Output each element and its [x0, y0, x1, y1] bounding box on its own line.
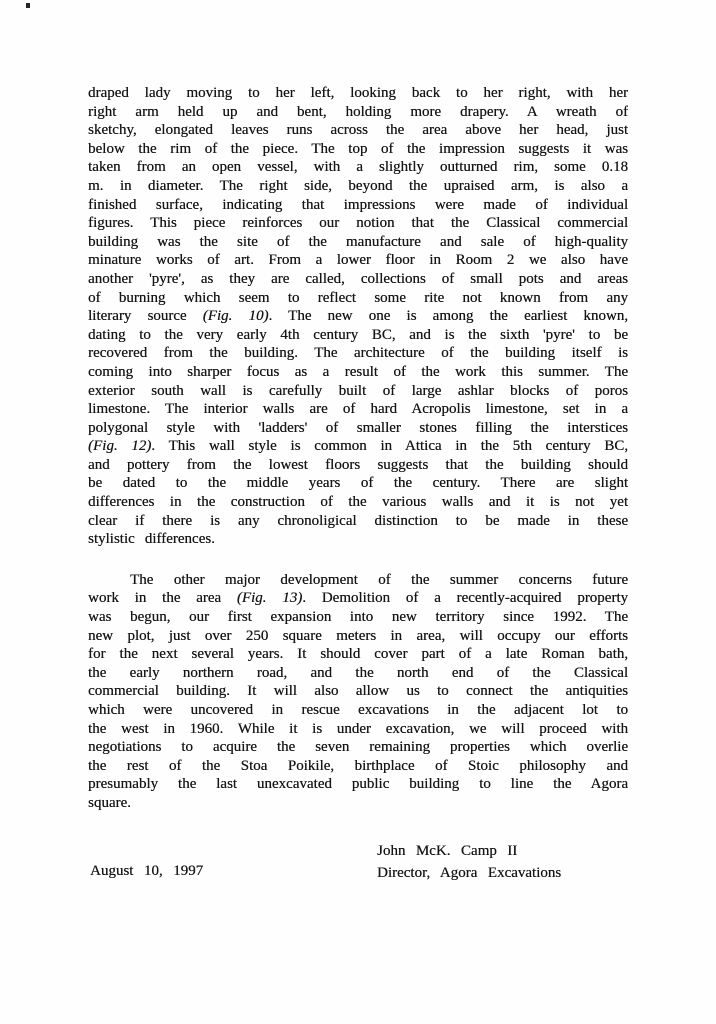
- text-line: was begun, our first expansion into new territory since 1992. The: [88, 609, 628, 626]
- text-line: clear if there is any chronoligical distinction to be made in these: [88, 512, 628, 529]
- text-line: limestone. The interior walls are of hard Acropolis limestone, set in a: [88, 401, 628, 418]
- signature-block: [377, 841, 561, 884]
- text-line: sketchy, elongated leaves runs across the area above her head, just: [88, 122, 628, 139]
- text-line: of burning which seem to reflect some rite not known from any: [88, 289, 628, 306]
- text-line: taken from an open vessel, with a slightly outturned rim, some 0.18: [88, 159, 628, 176]
- signature-title: Director, Agora Excavations: [377, 864, 562, 881]
- text-line: presumably the last unexcavated public building to line the Agora: [88, 776, 628, 793]
- text-line: new plot, just over 250 square meters in area, will occupy our efforts: [88, 627, 628, 644]
- text-line: commercial building. It will also allow us to connect the antiquities: [88, 683, 628, 700]
- text-line: minature works of art. From a lower floor in Room 2 we also have: [88, 252, 628, 269]
- text-line: dating to the very early 4th century BC, and is the sixth 'pyre' to be: [88, 326, 628, 343]
- text-line: literary source (Fig. 10). The new one is among the earliest known,: [88, 308, 628, 325]
- text-line: recovered from the building. The architecture of the building itself is: [88, 345, 628, 362]
- text-line: differences in the construction of the various walls and it is not yet: [88, 494, 628, 511]
- text-line: building was the site of the manufacture and sale of high-quality: [88, 233, 628, 250]
- text-line: The other major development of the summer concerns future: [130, 571, 628, 588]
- text-line: draped lady moving to her left, looking back to her right, with her: [88, 85, 628, 101]
- signature-name: John McK. Camp II: [377, 843, 518, 859]
- text-line: and pottery from the lowest floors suggests that the building should: [88, 456, 628, 473]
- text-line: coming into sharper focus as a result of the work this summer. The: [88, 363, 628, 380]
- text-line: for the next several years. It should cover part of a late Roman bath,: [88, 646, 628, 663]
- paragraph: [88, 84, 628, 549]
- letter-date: August 10, 1997: [90, 863, 204, 879]
- text-body: [88, 84, 628, 813]
- text-line: right arm held up and bent, holding more drapery. A wreath of: [88, 103, 628, 120]
- text-line: exterior south wall is carefully built of large ashlar blocks of poros: [88, 382, 628, 399]
- text-line: finished surface, indicating that impressions were made of individual: [88, 196, 628, 213]
- text-line: work in the area (Fig. 13). Demolition of a recently-acquired property: [88, 590, 628, 607]
- text-line: be dated to the middle years of the century. There are slight: [88, 475, 628, 492]
- text-line: another 'pyre', as they are called, collections of small pots and areas: [88, 270, 628, 287]
- text-line: m. in diameter. The right side, beyond the upraised arm, is also a: [88, 177, 628, 194]
- text-line: (Fig. 12). This wall style is common in Attica in the 5th century BC,: [88, 438, 628, 455]
- scan-artifact-dot: [26, 3, 30, 8]
- text-line: negotiations to acquire the seven remaining properties which overlie: [88, 739, 628, 756]
- text-line: which were uncovered in rescue excavations in the adjacent lot to: [88, 702, 628, 718]
- text-line: polygonal style with 'ladders' of smaller stones filling the interstices: [88, 419, 628, 436]
- paragraph: [88, 571, 628, 813]
- text-line: figures. This piece reinforces our notion that the Classical commercial: [88, 215, 628, 232]
- text-line: square.: [88, 794, 131, 811]
- text-line: the rest of the Stoa Poikile, birthplace of Stoic philosophy and: [88, 757, 628, 774]
- text-line: stylistic differences.: [88, 531, 215, 548]
- text-line: below the rim of the piece. The top of the impression suggests it was: [88, 140, 628, 157]
- text-line: the west in 1960. While it is under excavation, we will proceed with: [88, 720, 628, 737]
- text-line: the early northern road, and the north end of the Classical: [88, 664, 628, 681]
